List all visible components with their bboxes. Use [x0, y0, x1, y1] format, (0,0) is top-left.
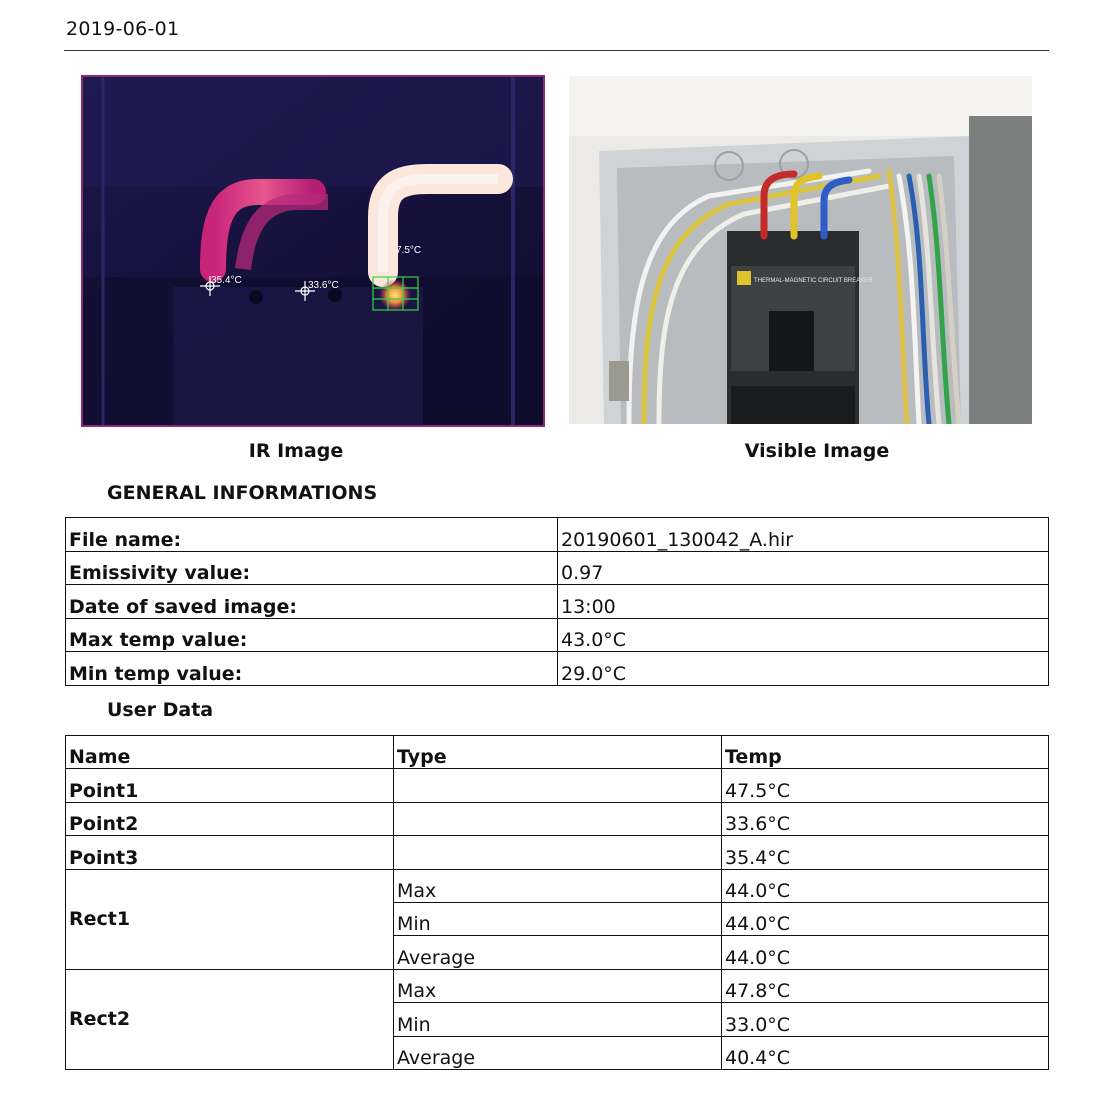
row-value: 29.0°C — [558, 652, 1049, 686]
row-label: Min temp value: — [66, 652, 558, 686]
user-data-title: User Data — [107, 699, 214, 721]
row-value: 43.0°C — [558, 618, 1049, 652]
row-label: Date of saved image: — [66, 585, 558, 619]
row-label: File name: — [66, 518, 558, 552]
user-data-table — [65, 735, 1049, 1070]
row-value: 0.97 — [558, 551, 1049, 585]
cell-temp: 44.0°C — [722, 936, 1049, 969]
cell-temp: 44.0°C — [722, 902, 1049, 935]
table-row — [66, 652, 1049, 686]
table-row — [66, 769, 1049, 802]
cell-temp: 33.0°C — [722, 1003, 1049, 1036]
cell-type: Max — [394, 969, 722, 1002]
table-header-row — [66, 736, 1049, 769]
report-date: 2019-06-01 — [66, 18, 180, 40]
general-info-table — [65, 517, 1049, 686]
table-row — [66, 869, 1049, 902]
ir-image-caption: IR Image — [248, 440, 344, 462]
ir-label-p1: 7.5°C — [396, 245, 422, 256]
cell-temp: 35.4°C — [722, 836, 1049, 869]
general-info-title: GENERAL INFORMATIONS — [107, 482, 378, 504]
cell-name: Rect2 — [66, 969, 394, 1069]
header-type: Type — [394, 736, 722, 769]
visible-panel-picture — [569, 76, 1032, 424]
table-row — [66, 518, 1049, 552]
table-row — [66, 836, 1049, 869]
row-label: Emissivity value: — [66, 551, 558, 585]
table-row — [66, 802, 1049, 835]
cell-temp: 47.8°C — [722, 969, 1049, 1002]
cell-type — [394, 769, 722, 802]
ir-image — [81, 75, 545, 427]
ir-label-p3: 35.4°C — [211, 275, 242, 286]
visible-image — [569, 76, 1032, 424]
ir-label-p2: 33.6°C — [308, 280, 339, 291]
row-value: 20190601_130042_A.hir — [558, 518, 1049, 552]
cell-type — [394, 836, 722, 869]
visible-image-caption: Visible Image — [744, 440, 890, 462]
breaker-label: THERMAL-MAGNETIC CIRCUIT BREAKER — [754, 278, 873, 284]
cell-temp: 47.5°C — [722, 769, 1049, 802]
table-row — [66, 618, 1049, 652]
row-label: Max temp value: — [66, 618, 558, 652]
header-temp: Temp — [722, 736, 1049, 769]
cell-type: Average — [394, 1036, 722, 1069]
table-row — [66, 551, 1049, 585]
header-name: Name — [66, 736, 394, 769]
cell-type: Average — [394, 936, 722, 969]
table-row — [66, 969, 1049, 1002]
cell-type: Min — [394, 902, 722, 935]
cell-name: Rect1 — [66, 869, 394, 969]
cell-type — [394, 802, 722, 835]
cell-name: Point1 — [66, 769, 394, 802]
header-divider — [64, 50, 1049, 51]
cell-name: Point2 — [66, 802, 394, 835]
row-value: 13:00 — [558, 585, 1049, 619]
cell-name: Point3 — [66, 836, 394, 869]
cell-temp: 33.6°C — [722, 802, 1049, 835]
cell-temp: 44.0°C — [722, 869, 1049, 902]
cell-type: Max — [394, 869, 722, 902]
cell-type: Min — [394, 1003, 722, 1036]
ir-thermal-picture — [83, 77, 543, 425]
cell-temp: 40.4°C — [722, 1036, 1049, 1069]
table-row — [66, 585, 1049, 619]
